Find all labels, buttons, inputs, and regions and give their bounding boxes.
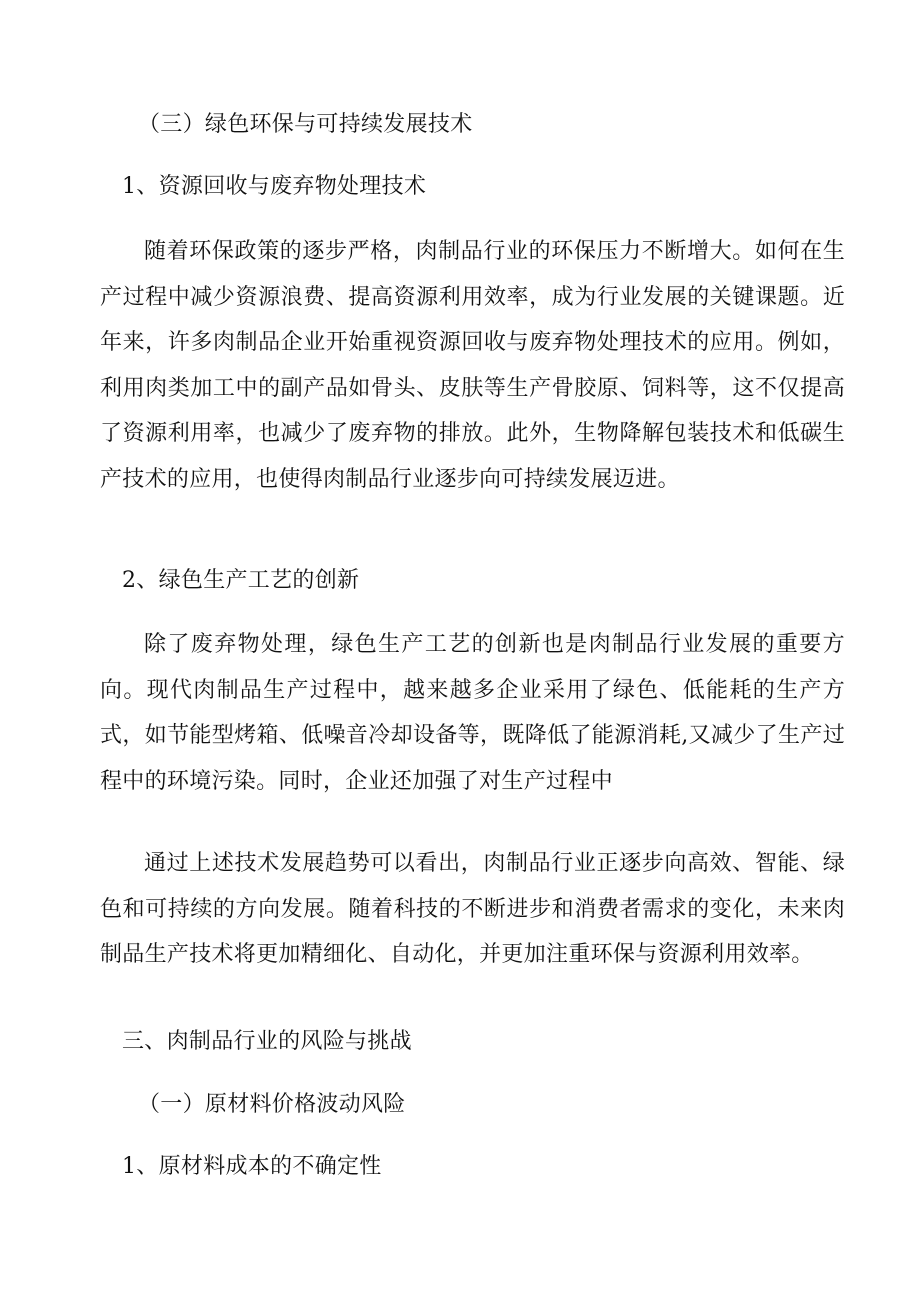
- section-heading-green-tech: （三）绿色环保与可持续发展技术: [138, 112, 473, 137]
- paragraph-resource-recycling: 随着环保政策的逐步严格，肉制品行业的环保压力不断增大。如何在生产过程中减少资源浪费、提高资源利用效率，成为行业发展的关键课题。近年来，许多肉制品企业开始重视资源回收与废弃物处理技术的应用。例如，利用肉类加工中的副产品如骨头、皮肤等生产骨胶原、饲料等，这不仅提高了资源利用率，也减少了废弃物的排放。此外，生物降解包装技术和低碳生产技术的应用，也使得肉制品行业逐步向可持续发展迈进。: [100, 239, 845, 492]
- section-heading-price-risk: （一）原材料价格波动风险: [138, 1092, 406, 1117]
- subheading-cost-uncertainty: 1、原材料成本的不确定性: [122, 1154, 382, 1179]
- subheading-resource-recycling: 1、资源回收与废弃物处理技术: [122, 174, 427, 199]
- paragraph-summary: 通过上述技术发展趋势可以看出，肉制品行业正逐步向高效、智能、绿色和可持续的方向发展。随着科技的不断进步和消费者需求的变化，未来肉制品生产技术将更加精细化、自动化，并更加注重环保与资源利用效率。: [100, 851, 845, 967]
- subheading-green-process: 2、绿色生产工艺的创新: [122, 568, 360, 593]
- section-heading-risks: 三、肉制品行业的风险与挑战: [122, 1029, 412, 1054]
- paragraph-green-process: 除了废弃物处理，绿色生产工艺的创新也是肉制品行业发展的重要方向。现代肉制品生产过程中，越来越多企业采用了绿色、低能耗的生产方式，如节能型烤箱、低噪音冷却设备等，既降低了能源消耗,又减少了生产过程中的环境污染。同时，企业还加强了对生产过程中: [100, 632, 845, 794]
